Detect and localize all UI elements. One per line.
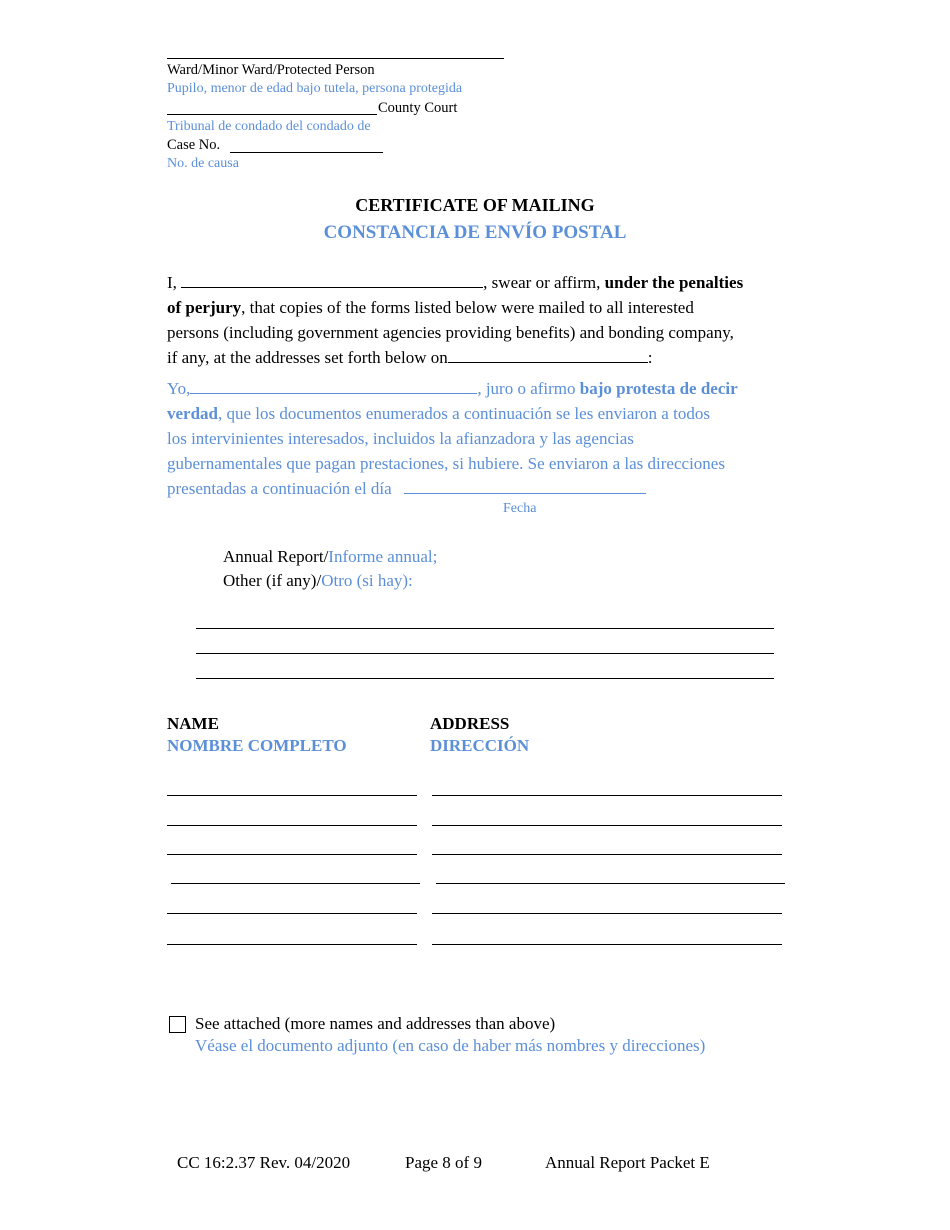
- affiant-name-line[interactable]: [181, 271, 483, 288]
- court-label-es: Tribunal de condado del condado de: [167, 119, 371, 134]
- statement-es: [167, 376, 783, 501]
- statement-es-line-3: los intervinientes interesados, incluidos la afianzadora y las agencias: [167, 429, 634, 448]
- statement-es-line-4: gubernamentales que pagan prestaciones, si hubiere. Se enviaron a las direcciones: [167, 454, 725, 473]
- name-header-es: NOMBRE COMPLETO: [167, 736, 347, 755]
- address-header-es: DIRECCIÓN: [430, 736, 530, 755]
- page-title-es: CONSTANCIA DE ENVÍO POSTAL: [323, 222, 627, 243]
- address-header: ADDRESS: [430, 714, 510, 733]
- mailing-date-line[interactable]: [448, 346, 648, 363]
- footer-page-number: Page 8 of 9: [405, 1153, 482, 1172]
- footer-packet-name: Annual Report Packet E: [545, 1153, 710, 1172]
- see-attached-label-es: Véase el documento adjunto (en caso de haber más nombres y direcciones): [195, 1036, 706, 1055]
- statement-es-line5: presentadas a continuación el día: [167, 479, 392, 498]
- form-other-label-es: Otro (si hay):: [321, 571, 413, 590]
- address-line-2[interactable]: [432, 825, 782, 826]
- form-other-label: Other (if any)/: [223, 571, 322, 590]
- statement-en-line-1: [167, 270, 783, 295]
- see-attached-checkbox[interactable]: [169, 1016, 186, 1033]
- statement-es-bold-2: verdad: [167, 404, 218, 423]
- form-annual-report-label-es: Informe annual;: [328, 547, 438, 566]
- statement-bold-2: of perjury: [167, 298, 242, 317]
- other-forms-line-2[interactable]: [196, 653, 774, 654]
- statement-i: I,: [167, 273, 177, 292]
- statement-after-name: , swear or affirm,: [483, 273, 601, 292]
- ward-label-es: Pupilo, menor de edad bajo tutela, persona protegida: [167, 81, 463, 96]
- statement-es-bold-1: bajo protesta de decir: [579, 379, 738, 398]
- address-line-3[interactable]: [432, 854, 782, 855]
- other-forms-line-1[interactable]: [196, 628, 774, 629]
- address-line-1[interactable]: [432, 795, 782, 796]
- case-label-es: No. de causa: [167, 156, 239, 171]
- footer-form-code: CC 16:2.37 Rev. 04/2020: [177, 1153, 351, 1172]
- statement-es-yo: Yo,: [167, 379, 191, 398]
- statement-en-line-2: [167, 295, 783, 320]
- name-line-3[interactable]: [167, 854, 417, 855]
- page-title: CERTIFICATE OF MAILING: [355, 195, 595, 215]
- name-line-2[interactable]: [167, 825, 417, 826]
- name-line-1[interactable]: [167, 795, 417, 796]
- county-name-line[interactable]: [167, 114, 377, 115]
- name-header: NAME: [167, 714, 219, 733]
- statement-es-line-5: [167, 476, 783, 501]
- name-line-6[interactable]: [167, 944, 417, 945]
- ward-label: Ward/Minor Ward/Protected Person: [167, 62, 375, 78]
- statement-colon: :: [647, 348, 653, 367]
- statement-es-line2-rest: , que los documentos enumerados a continuación se les enviaron a todos: [218, 404, 710, 423]
- court-label: County Court: [378, 100, 458, 116]
- statement-es-line-2: [167, 401, 783, 426]
- mailing-date-line-es[interactable]: [404, 477, 646, 494]
- form-other: [223, 571, 413, 591]
- address-line-6[interactable]: [432, 944, 782, 945]
- name-line-4[interactable]: [171, 883, 420, 884]
- statement-line2-rest: , that copies of the forms listed below were mailed to all interested: [241, 298, 694, 317]
- affiant-name-line-es[interactable]: [190, 377, 477, 394]
- statement-es-after-name: , juro o afirmo: [477, 379, 576, 398]
- other-forms-line-3[interactable]: [196, 678, 774, 679]
- name-line-5[interactable]: [167, 913, 417, 914]
- see-attached-label: See attached (more names and addresses than above): [195, 1014, 556, 1033]
- address-line-4[interactable]: [436, 883, 785, 884]
- statement-line4: if any, at the addresses set forth below on: [167, 348, 448, 367]
- date-label-es: Fecha: [503, 501, 537, 516]
- statement-en-line-3: persons (including government agencies providing benefits) and bonding company,: [167, 323, 734, 342]
- case-number-line[interactable]: [230, 152, 383, 153]
- statement-en: [167, 270, 783, 370]
- form-annual-report-label: Annual Report/: [223, 547, 329, 566]
- address-line-5[interactable]: [432, 913, 782, 914]
- statement-bold-1: under the penalties: [604, 273, 744, 292]
- ward-name-line[interactable]: [167, 58, 504, 59]
- case-label: Case No.: [167, 137, 221, 153]
- statement-es-line-1: [167, 376, 783, 401]
- form-annual-report: [223, 547, 437, 567]
- statement-en-line-4: [167, 345, 783, 370]
